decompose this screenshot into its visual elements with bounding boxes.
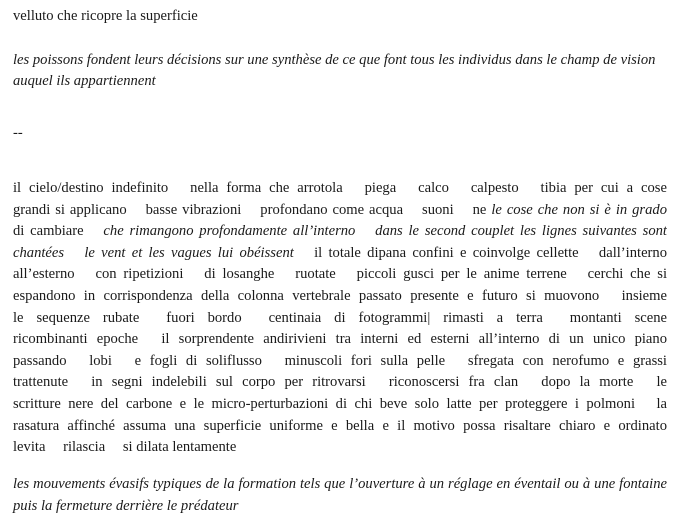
text-fragment: rilascia [63, 439, 106, 456]
french-quote-1-line-2: auquel ils appartiennent [13, 73, 156, 89]
text-fragment: il cielo/destino indefinito [13, 180, 169, 196]
text-fragment: centinaia di fotogrammi| rimasti a terra [268, 309, 543, 326]
text-fragment: dall’interno [598, 244, 667, 261]
text-fragment: ruotate [295, 266, 336, 283]
text-fragment: dopo la morte [541, 374, 634, 391]
text-fragment: nella forma che arrotola [190, 180, 343, 196]
body-line-13 [13, 437, 667, 459]
body-line-3 [13, 221, 667, 243]
text-fragment: passando [13, 352, 67, 369]
text-fragment: minuscoli fori sulla pelle [284, 352, 446, 369]
italic-fragment: chantées [13, 244, 65, 261]
body-line-7 [13, 308, 667, 330]
text-fragment: all’esterno [13, 266, 75, 283]
text-fragment: levita [13, 439, 46, 456]
body-line-1 [13, 178, 667, 200]
italic-fragment: le vent et les vagues lui obéissent [84, 244, 294, 261]
text-fragment: la [656, 395, 667, 412]
text-fragment: calpesto [470, 180, 519, 196]
text-fragment: profondano come acqua [260, 201, 404, 218]
text-fragment: il sorprendente andirivieni tra interni ed esterni all’interno di un unico piano [161, 331, 667, 348]
french-quote-2-line-2: puis la fermeture derrière le prédateur [13, 497, 239, 514]
text-fragment: rasatura affinché assuma una superficie uniforme e bella e il motivo possa risaltare chiaro e ordinato [13, 417, 667, 434]
text-fragment: scritture nere del carbone e le micro-perturbazioni di chi beve solo latte per proteggere i polmoni [13, 395, 636, 412]
body-line-5 [13, 264, 667, 286]
text-fragment: piccoli gusci per le anime terrene [356, 266, 567, 283]
text-fragment: di losanghe [204, 266, 275, 283]
body-paragraph [13, 178, 667, 459]
french-quote-1-line-1: les poissons fondent leurs décisions sur une synthèse de ce que font tous les individus dans le champ de vision [13, 52, 656, 68]
text-fragment: insieme [621, 287, 667, 304]
french-quote-2-line-1: les mouvements évasifs typiques de la formation tels que l’ouverture à un réglage en éventail ou à une fontaine [13, 476, 667, 492]
italic-fragment: le cose che non si è in grado [491, 201, 667, 218]
text-fragment: piega [364, 180, 397, 196]
text-fragment: tibia per cui a cose [540, 180, 667, 196]
body-line-11 [13, 394, 667, 416]
text-fragment: grandi si applicano [13, 201, 127, 218]
italic-fragment: dans le second couplet les lignes suivantes sont [375, 223, 667, 240]
text-fragment: e fogli di soliflusso [134, 352, 262, 369]
text-fragment: fuori bordo [166, 309, 242, 326]
italic-fragment: che rimangono profondamente all’interno [103, 223, 356, 240]
text-fragment: ricombinanti epoche [13, 331, 139, 348]
text-fragment: suoni [422, 201, 454, 218]
text-fragment: espandono in corrispondenza della colonna vertebrale passato presente e futuro si muovono [13, 287, 600, 304]
heading-line: velluto che ricopre la superficie [13, 8, 198, 24]
body-line-10 [13, 372, 667, 394]
body-line-2 [13, 200, 667, 222]
text-fragment: lobi [89, 352, 112, 369]
body-line-12 [13, 416, 667, 438]
text-fragment: riconoscersi fra clan [388, 374, 519, 391]
body-line-6 [13, 286, 667, 308]
body-line-8 [13, 329, 667, 351]
text-fragment: calco [418, 180, 449, 196]
text-fragment: si dilata lentamente [122, 439, 237, 456]
text-fragment: con ripetizioni [95, 266, 184, 283]
text-fragment: le [656, 374, 667, 391]
french-quote-2 [13, 474, 667, 517]
text-fragment: montanti scene [569, 309, 667, 326]
text-fragment: sfregata con nerofumo e grassi [467, 352, 667, 369]
text-fragment: il totale dipana confini e coinvolge cellette [314, 244, 579, 261]
separator: -- [13, 125, 23, 141]
body-line-4 [13, 243, 667, 265]
text-fragment: trattenute [13, 374, 69, 391]
text-fragment: ne [472, 201, 492, 218]
text-fragment: basse vibrazioni [145, 201, 242, 218]
text-fragment: cerchi che si [587, 266, 667, 283]
text-fragment: di cambiare [13, 223, 84, 240]
text-fragment: le sequenze rubate [13, 309, 140, 326]
body-line-9 [13, 351, 667, 373]
text-fragment: in segni indelebili sul corpo per ritrovarsi [91, 374, 366, 391]
